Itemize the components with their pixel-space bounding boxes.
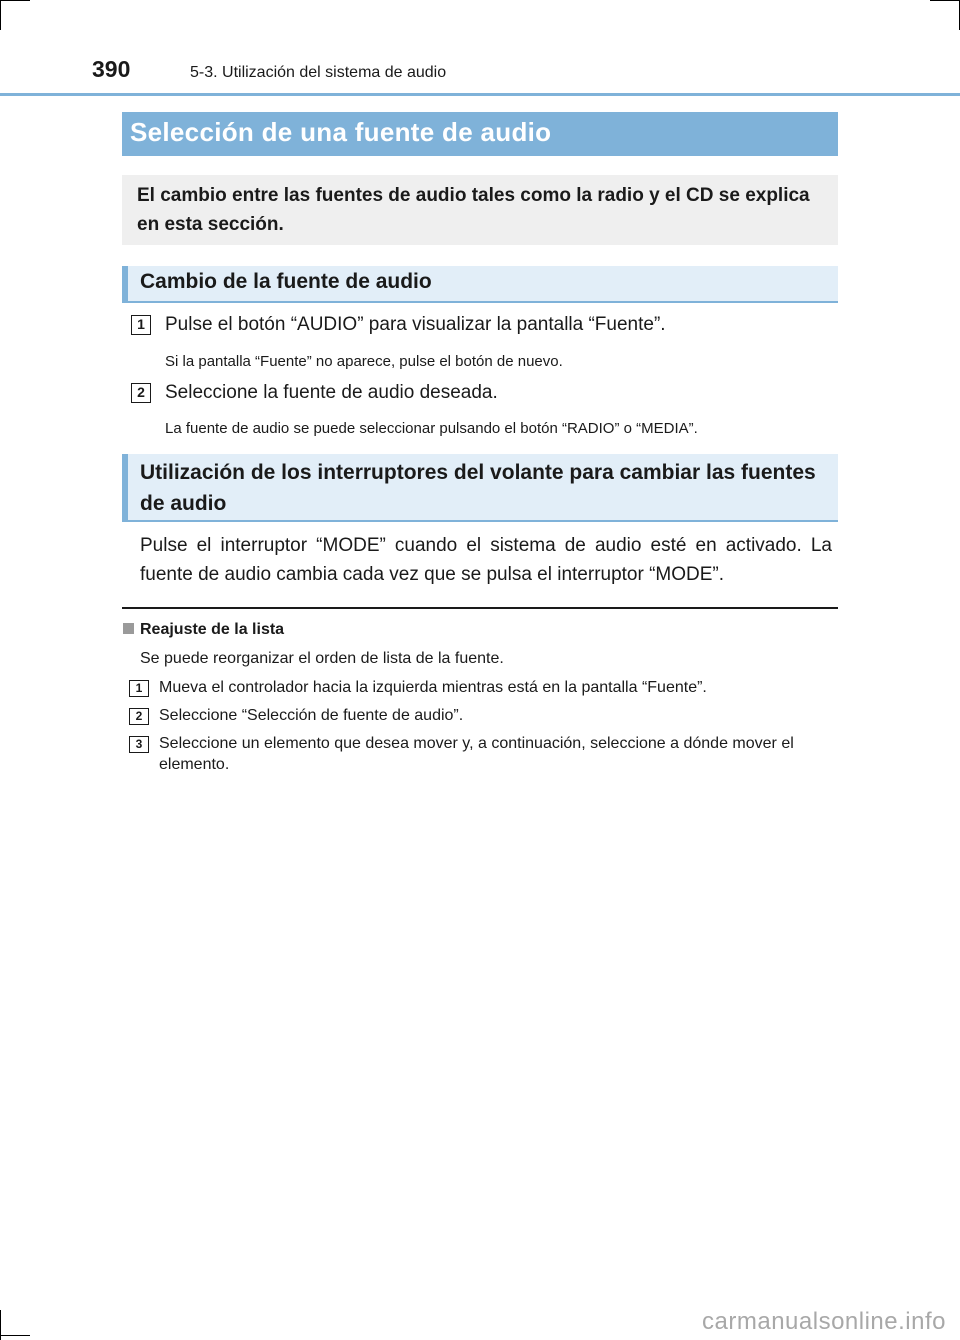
step-text: Pulse el botón “AUDIO” para visualizar la pantalla “Fuente”. — [165, 314, 666, 335]
section-heading-cambio — [122, 266, 838, 303]
main-title: Selección de una fuente de audio — [122, 112, 838, 156]
list-number: 3 — [129, 736, 149, 753]
section-heading-volante — [122, 454, 838, 522]
mode-paragraph: Pulse el interruptor “MODE” cuando el sistema de audio esté en activado. La fuente de audio cambia cada vez que se pulsa el interruptor “MODE”. — [140, 535, 832, 585]
page-number: 390 — [92, 56, 131, 82]
list-number: 1 — [129, 680, 149, 697]
crop-mark — [0, 0, 1, 30]
watermark: carmanualsonline.info — [702, 1308, 946, 1335]
step-number: 1 — [131, 315, 151, 335]
crop-mark — [0, 0, 30, 1]
step-number: 2 — [131, 383, 151, 403]
crop-mark — [930, 0, 960, 1]
list-number: 2 — [129, 708, 149, 725]
section-heading-text: Cambio de la fuente de audio — [140, 270, 432, 293]
reajuste-description: Se puede reorganizar el orden de lista de la fuente. — [140, 650, 504, 667]
intro-text: El cambio entre las fuentes de audio tales como la radio y el CD se explica en esta sección. — [137, 185, 810, 235]
square-bullet-icon — [123, 623, 134, 634]
list-item: Seleccione un elemento que desea mover y, a continuación, seleccione a dónde mover el elemento. — [159, 735, 794, 773]
list-item: Seleccione “Selección de fuente de audio”. — [159, 707, 464, 724]
divider — [122, 607, 838, 609]
intro-box — [122, 175, 838, 245]
reajuste-title — [123, 621, 284, 639]
header-rule — [0, 93, 960, 96]
list-item: Mueva el controlador hacia la izquierda mientras está en la pantalla “Fuente”. — [159, 679, 707, 696]
crop-mark — [0, 1335, 30, 1336]
step-note: La fuente de audio se puede seleccionar pulsando el botón “RADIO” o “MEDIA”. — [165, 420, 698, 437]
step-text: Seleccione la fuente de audio deseada. — [165, 382, 498, 403]
reajuste-title-text: Reajuste de la lista — [140, 621, 285, 638]
section-reference: 5-3. Utilización del sistema de audio — [190, 64, 447, 81]
section-heading-text: Utilización de los interruptores del volante para cambiar las fuentes de audio — [140, 461, 816, 515]
step-note: Si la pantalla “Fuente” no aparece, pulse el botón de nuevo. — [165, 353, 563, 370]
